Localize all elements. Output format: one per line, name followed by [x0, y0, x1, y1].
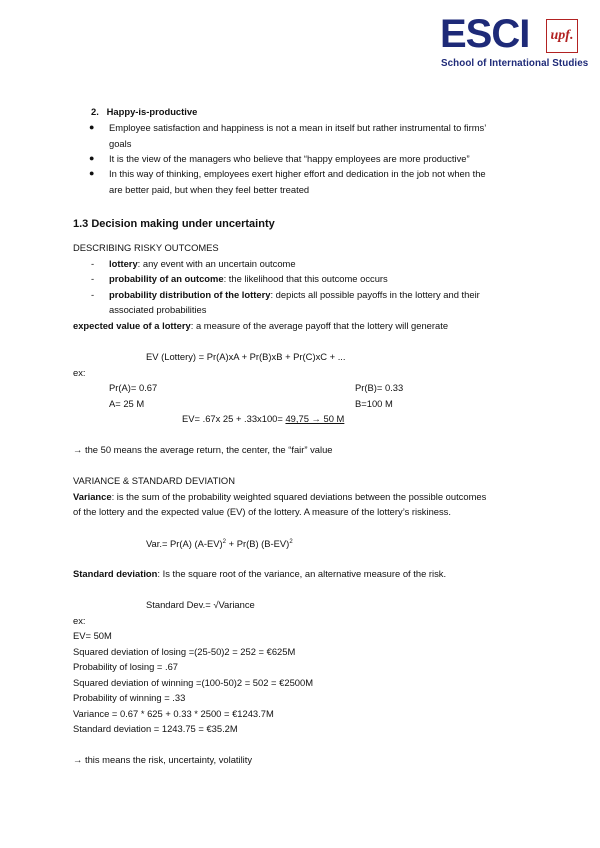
definition-item-cont: associated probabilities [109, 304, 207, 315]
variance-definition-cont: of the lottery and the expected value (EV) of the lottery. A measure of the lottery’s riskiness. [73, 506, 451, 517]
example-line: Variance = 0.67 * 625 + 0.33 * 2500 = €1243.7M [73, 708, 274, 719]
section-heading: 1.3 Decision making under uncertainty [73, 218, 275, 230]
section-title-text: Happy-is-productive [106, 106, 198, 117]
definition-item: probability of an outcome: the likelihood that this outcome occurs [109, 273, 388, 284]
bullet-text: In this way of thinking, employees exert higher effort and dedication in the job not when the [109, 168, 486, 179]
example-line: Squared deviation of winning =(100-50)2 = 502 = €2500M [73, 677, 314, 688]
final-note: → this means the risk, uncertainty, volatility [73, 754, 253, 765]
example-line: Standard deviation = 1243.75 = €35.2M [73, 723, 238, 734]
example-line: Squared deviation of losing =(25-50)2 = 252 = €625M [73, 646, 296, 657]
ev-calculation: EV= .67x 25 + .33x100= 49,75 → 50 M [182, 413, 345, 424]
bullet-text: Employee satisfaction and happiness is not a mean in itself but rather instrumental to firms’ [109, 122, 487, 133]
example-line: ex: [73, 615, 86, 626]
dash: - [91, 258, 95, 269]
variance-formula: Var.= Pr(A) $(A-EV)^2 + Pr(B)$ $(B-EV)^2$ [146, 538, 293, 550]
bullet-text: are better paid, but when they feel better treated [109, 184, 310, 195]
ev-formula: EV (Lottery) = Pr(A)xA + Pr(B)xB + Pr(C)xC + ... [146, 351, 346, 362]
b-value: B=100 M [355, 398, 393, 409]
logo-box: upf. [546, 19, 578, 53]
dash: - [91, 289, 95, 300]
pr-a: Pr(A)= 0.67 [109, 382, 158, 393]
bullet-dot: ● [89, 153, 95, 163]
bullet-text: It is the view of the managers who believe that “happy employees are more productive” [109, 153, 470, 164]
variance-heading: VARIANCE & STANDARD DEVIATION [73, 475, 235, 486]
pr-b: Pr(B)= 0.33 [355, 382, 404, 393]
logo-text: ESCI [440, 12, 530, 56]
variance-definition: Variance: is the sum of the probability weighted squared deviations between the possible outcomes [73, 491, 487, 502]
section-title [91, 104, 197, 119]
sd-definition: Standard deviation: Is the square root of the variance, an alternative measure of the risk. [73, 568, 447, 579]
bullet-dot: ● [89, 122, 95, 132]
a-value: A= 25 M [109, 398, 145, 409]
ev-definition: expected value of a lottery: a measure of the average payoff that the lottery will generate [73, 320, 449, 331]
example-line: EV= 50M [73, 630, 112, 641]
example-line: Probability of losing = .67 [73, 661, 179, 672]
logo-subtitle: School of International Studies [441, 58, 589, 69]
bullet-dot: ● [89, 168, 95, 178]
ev-note: → the 50 means the average return, the center, the “fair” value [73, 444, 333, 455]
bullet-text: goals [109, 138, 132, 149]
example-line: Probability of winning = .33 [73, 692, 186, 703]
section-number: 2. [91, 106, 99, 117]
sd-formula: Standard Dev.= √Variance [146, 599, 255, 610]
dash: - [91, 273, 95, 284]
example-label: ex: [73, 367, 86, 378]
definition-item: lottery: any event with an uncertain outcome [109, 258, 296, 269]
definition-item: probability distribution of the lottery: depicts all possible payoffs in the lottery and their [109, 289, 480, 300]
subheading: DESCRIBING RISKY OUTCOMES [73, 242, 219, 253]
